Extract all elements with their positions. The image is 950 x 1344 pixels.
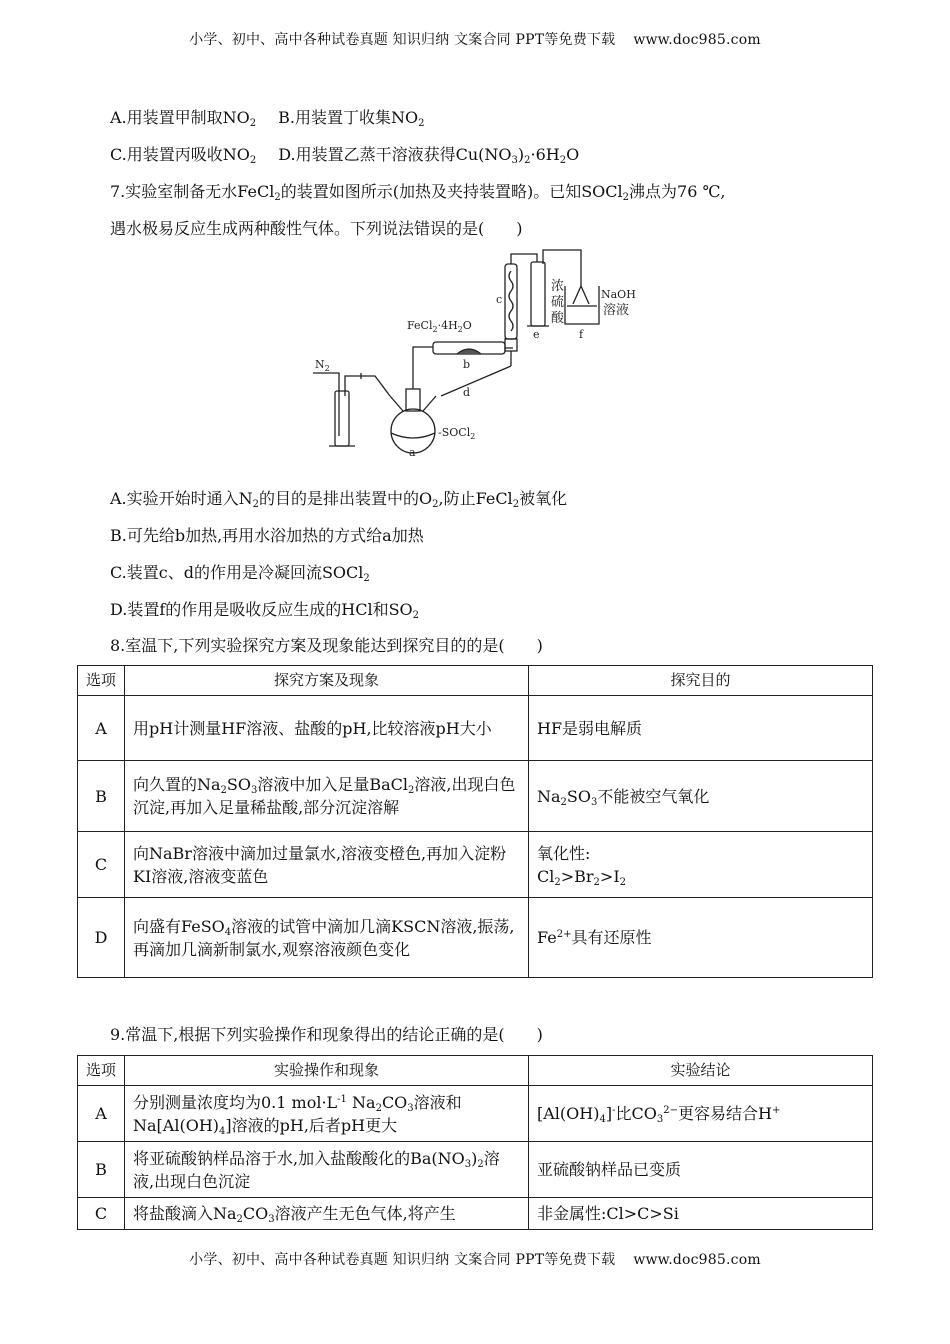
- row-goal: 氧化性: $Cl_2>Br_2>I_2$: [529, 832, 873, 898]
- beaker-f: [565, 286, 599, 324]
- table-row: [78, 761, 873, 832]
- row-option: A: [78, 1086, 125, 1142]
- footer-text: 小学、初中、高中各种试卷真题 知识归纳 文案合同 PPT等免费下载: [189, 1252, 616, 1268]
- row-option: B: [78, 761, 125, 832]
- row-operation: 将盐酸滴入$Na_2CO_3$溶液产生无色气体,将产生: [125, 1198, 529, 1230]
- q7-option-b: B.可先给b加热,再用水浴加热的方式给a加热: [110, 526, 424, 545]
- label-fecl2: $FeCl_2\cdot 4H_2O$: [407, 319, 472, 334]
- row-plan: 向NaBr溶液中滴加过量氯水,溶液变橙色,再加入淀粉KI溶液,溶液变蓝色: [125, 832, 529, 898]
- header-text: 小学、初中、高中各种试卷真题 知识归纳 文案合同 PPT等免费下载: [189, 32, 616, 48]
- row-goal: $Fe^{2+}$具有还原性: [529, 898, 873, 978]
- table-row: [78, 1086, 873, 1142]
- label-acid-3: 酸: [551, 311, 565, 326]
- table-row: [78, 696, 873, 761]
- label-acid-2: 硫: [551, 295, 565, 310]
- apparatus-figure: [305, 246, 655, 458]
- page-footer: [0, 1249, 950, 1269]
- header-site: www.doc985.com: [633, 32, 761, 48]
- label-e: e: [533, 328, 540, 341]
- wash-bottle: [335, 391, 349, 446]
- q7-stem-1: 7.实验室制备无水FeCl$_2$的装置如图所示(加热及夹持装置略)。已知SOCl$_2$沸点为76 ℃,: [110, 182, 726, 203]
- q8-table: [77, 665, 873, 978]
- label-f: f: [579, 328, 584, 341]
- row-plan: 向盛有FeSO$_4$溶液的试管中滴加几滴KSCN溶液,振荡,再滴加几滴新制氯水,观察溶液颜色变化: [125, 898, 529, 978]
- table-header-row: [78, 666, 873, 696]
- row-plan: 用pH计测量HF溶液、盐酸的pH,比较溶液pH大小: [125, 696, 529, 761]
- q6-options-cd: C.用装置丙吸收$NO_2$ D.用装置乙蒸干溶液获得$Cu(NO_3)_2\cdot 6H_2O$: [110, 145, 580, 166]
- label-socl2: -SOCl$_2$: [438, 426, 476, 441]
- header-option: 选项: [78, 1056, 125, 1086]
- label-c: c: [496, 293, 503, 306]
- label-a: a: [409, 446, 416, 458]
- label-acid-1: 浓: [551, 279, 565, 294]
- table-header-row: [78, 1056, 873, 1086]
- q8-stem: 8.室温下,下列实验探究方案及现象能达到探究目的的是( ): [110, 636, 543, 655]
- row-operation: 分别测量浓度均为0.1 $mol\cdot L^{-1}$ $Na_2CO_3$溶液和$Na[Al(OH)_4]$溶液的pH,后者pH更大: [125, 1086, 529, 1142]
- row-goal: HF是弱电解质: [529, 696, 873, 761]
- q7-option-c: C.装置c、d的作用是冷凝回流SOCl$_2$: [110, 563, 370, 584]
- row-option: C: [78, 832, 125, 898]
- row-conclusion: 亚硫酸钠样品已变质: [529, 1142, 873, 1198]
- row-conclusion: 非金属性:Cl>C>Si: [529, 1198, 873, 1230]
- label-b: b: [463, 358, 471, 371]
- page-header: [0, 29, 950, 49]
- header-option: 选项: [78, 666, 125, 696]
- q7-stem-2: 遇水极易反应生成两种酸性气体。下列说法错误的是( ): [110, 219, 523, 238]
- table-row: [78, 898, 873, 978]
- footer-site: www.doc985.com: [633, 1252, 761, 1268]
- q9-stem: 9.常温下,根据下列实验操作和现象得出的结论正确的是( ): [110, 1025, 543, 1044]
- bottle-e: [531, 262, 545, 326]
- row-goal: $Na_2SO_3$不能被空气氧化: [529, 761, 873, 832]
- label-naoh: NaOH: [601, 288, 636, 301]
- row-option: A: [78, 696, 125, 761]
- q6-options-ab: A.用装置甲制取$NO_2$ B.用装置丁收集$NO_2$: [110, 108, 425, 129]
- header-operation: 实验操作和现象: [125, 1056, 529, 1086]
- table-row: [78, 1142, 873, 1198]
- row-option: D: [78, 898, 125, 978]
- q9-table: [77, 1055, 873, 1230]
- row-conclusion: $[Al(OH)_4]^-$比$CO_3^{2-}$更容易结合H+: [529, 1086, 873, 1142]
- table-row: [78, 832, 873, 898]
- label-d: d: [463, 386, 471, 399]
- label-n2: $N_2$: [315, 358, 330, 373]
- header-plan: 探究方案及现象: [125, 666, 529, 696]
- q7-option-a: A.实验开始时通入$N_2$的目的是排出装置中的$O_2$,防止FeCl$_2$被氧化: [110, 489, 568, 510]
- row-plan: 向久置的$Na_2SO_3$溶液中加入足量BaCl$_2$溶液,出现白色沉淀,再加入足量稀盐酸,部分沉淀溶解: [125, 761, 529, 832]
- row-operation: 将亚硫酸钠样品溶于水,加入盐酸酸化的$Ba(NO_3)_2$溶液,出现白色沉淀: [125, 1142, 529, 1198]
- table-row: [78, 1198, 873, 1230]
- row-option: B: [78, 1142, 125, 1198]
- header-goal: 探究目的: [529, 666, 873, 696]
- label-naoh-solution: 溶液: [603, 303, 630, 318]
- header-conclusion: 实验结论: [529, 1056, 873, 1086]
- q7-option-d: D.装置f的作用是吸收反应生成的HCl和$SO_2$: [110, 600, 420, 621]
- tube-d: [441, 366, 511, 396]
- row-option: C: [78, 1198, 125, 1230]
